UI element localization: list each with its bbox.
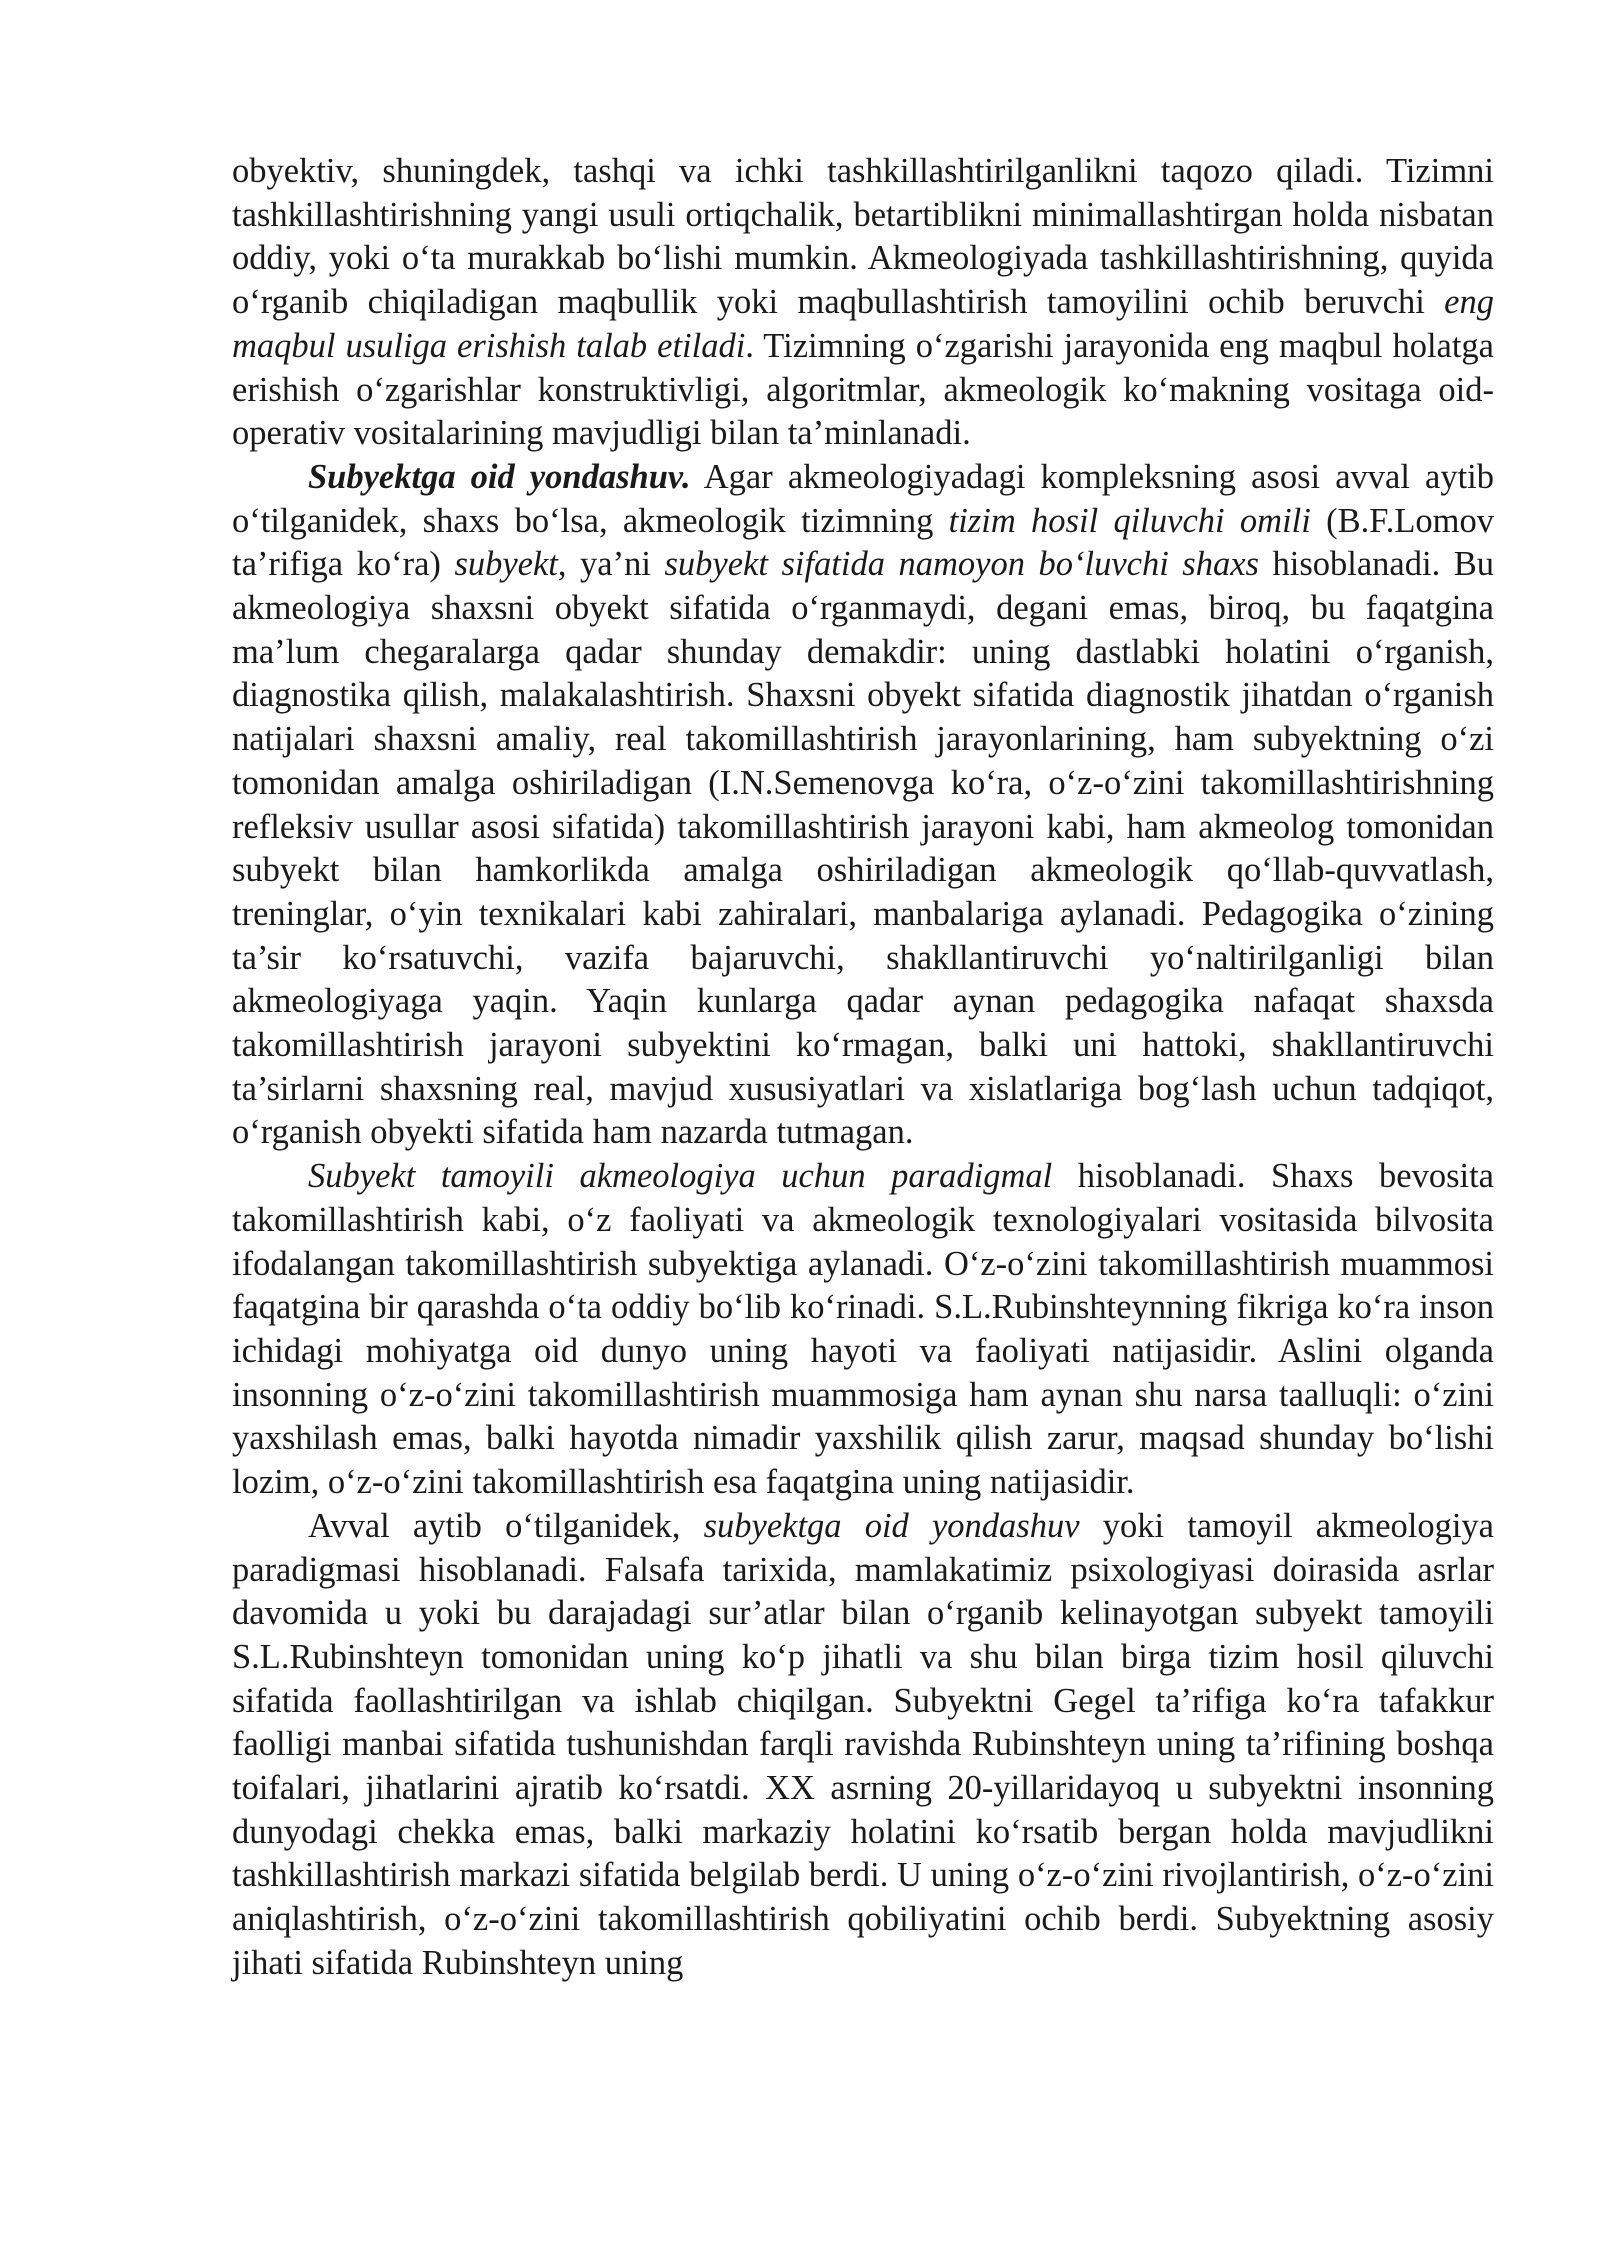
p2-run-3: tizim hosil qiluvchi omili xyxy=(948,501,1311,540)
p4-run-3: yoki tamoyil akmeologiya paradigmasi hisoblanadi. Falsafa tarixida, mamlakatimiz psixologiyasi doirasida asrlar davomida u yoki bu darajadagi sur’atlar bilan o‘rganib kelinayotgan subyekt tamoyili S.L.Rubinshteyn tomonidan uning ko‘p jihatli va shu bilan birga tizim hosil qiluvchi sifatida faollashtirilgan va ishlab chiqilgan. Subyektni Gegel ta’rifiga ko‘ra tafakkur faolligi manbai sifatida tushunishdan farqli ravishda Rubinshteyn uning ta’rifining boshqa toifalari, jihatlarini ajratib ko‘rsatdi. XX asrning 20-yillaridayoq u subyektni insonning dunyodagi chekka emas, balki markaziy holatini ko‘rsatib bergan holda mavjudlikni tashkillashtirish markazi sifatida belgilab berdi. U uning o‘z-o‘zini rivojlantirish, o‘z-o‘zini aniqlashtirish, o‘z-o‘zini takomillashtirish qobiliyatini ochib berdi. Subyektning asosiy jihati sifatida Rubinshteyn uning xyxy=(232,1506,1494,1982)
p2-run-6: , ya’ni xyxy=(557,545,665,584)
p3-run-1: Subyekt tamoyili akmeologiya uchun paradigmal xyxy=(308,1157,1053,1196)
p1-run-1: obyektiv, shuningdek, tashqi va ichki tashkillashtirilganlikni taqozo qiladi. Tizimni tashkillashtirishning yangi usuli ortiqchalik, betartiblikni minimallashtirgan holda nisbatan oddiy, yoki o‘ta murakkab bo‘lishi mumkin. Akmeologiyada tashkillashtirishning, quyida o‘rganib chiqiladigan maqbullik yoki maqbullashtirish tamoyilini ochib beruvchi xyxy=(232,152,1494,322)
paragraph-3 xyxy=(232,1155,1494,1505)
paragraph-1 xyxy=(232,150,1494,456)
p2-run-2: Agar akmeologiyadagi kompleksning asosi avval aytib o‘tilganidek, shaxs bo‘lsa, akmeologik tizimning xyxy=(232,457,1494,540)
p3-run-2: hisoblanadi. Shaxs bevosita takomillashtirish kabi, o‘z faoliyati va akmeologik texnologiyalari vositasida bilvosita ifodalangan takomillashtirish subyektiga aylanadi. O‘z-o‘zini takomillashtirish muammosi faqatgina bir qarashda o‘ta oddiy bo‘lib ko‘rinadi. S.L.Rubinshteynning fikriga ko‘ra inson ichidagi mohiyatga oid dunyo uning hayoti va faoliyati natijasidir. Aslini olganda insonning o‘z-o‘zini takomillashtirish muammosiga ham aynan shu narsa taalluqli: o‘zini yaxshilash emas, balki hayotda nimadir yaxshilik qilish zarur, maqsad shunday bo‘lishi lozim, o‘z-o‘zini takomillashtirish esa faqatgina uning natijasidir. xyxy=(232,1157,1494,1502)
p2-heading: Subyektga oid yondashuv. xyxy=(308,457,691,496)
p1-run-3: . Tizimning o‘zgarishi jarayonida eng maqbul holatga erishish o‘zgarishlar konstruktivligi, algoritmlar, akmeologik ko‘makning vositaga oid-operativ vositalarining mavjudligi bilan ta’minlanadi. xyxy=(232,326,1494,453)
p2-run-8: hisoblanadi. Bu akmeologiya shaxsni obyekt sifatida o‘rganmaydi, degani emas, biroq, bu faqatgina ma’lum chegaralarga qadar shunday demakdir: uning dastlabki holatini o‘rganish, diagnostika qilish, malakalashtirish. Shaxsni obyekt sifatida diagnostik jihatdan o‘rganish natijalari shaxsni amaliy, real takomillashtirish jarayonlarining, ham subyektning o‘zi tomonidan amalga oshiriladigan (I.N.Semenovga ko‘ra, o‘z-o‘zini takomillashtirishning refleksiv usullar asosi sifatida) takomillashtirish jarayoni kabi, ham akmeolog tomonidan subyekt bilan hamkorlikda amalga oshiriladigan akmeologik qo‘llab-quvvatlash, treninglar, o‘yin texnikalari kabi zahiralari, manbalariga aylanadi. Pedagogika o‘zining ta’sir ko‘rsatuvchi, vazifa bajaruvchi, shakllantiruvchi yo‘naltirilganligi bilan akmeologiyaga yaqin. Yaqin kunlarga qadar aynan pedagogika nafaqat shaxsda takomillashtirish jarayoni subyektini ko‘rmagan, balki uni hattoki, shakllantiruvchi ta’sirlarni shaxsning real, mavjud xususiyatlari va xislatlariga bog‘lash uchun tadqiqot, o‘rganish obyekti sifatida ham nazarda tutmagan. xyxy=(232,545,1494,1152)
p2-run-5: subyekt xyxy=(454,545,558,584)
p4-run-1: Avval aytib o‘tilganidek, xyxy=(308,1506,704,1545)
p2-run-4: (B.F.Lomov ta’rifiga ko‘ra) xyxy=(232,501,1494,584)
paragraph-2 xyxy=(232,456,1494,1155)
document-page xyxy=(232,150,1494,1986)
p2-run-7: subyekt sifatida namoyon bo‘luvchi shaxs xyxy=(664,545,1259,584)
p4-run-2: subyektga oid yondashuv xyxy=(703,1506,1080,1545)
paragraph-4 xyxy=(232,1505,1494,1986)
p1-run-2: eng maqbul usuliga erishish talab etiladi xyxy=(232,283,1494,365)
